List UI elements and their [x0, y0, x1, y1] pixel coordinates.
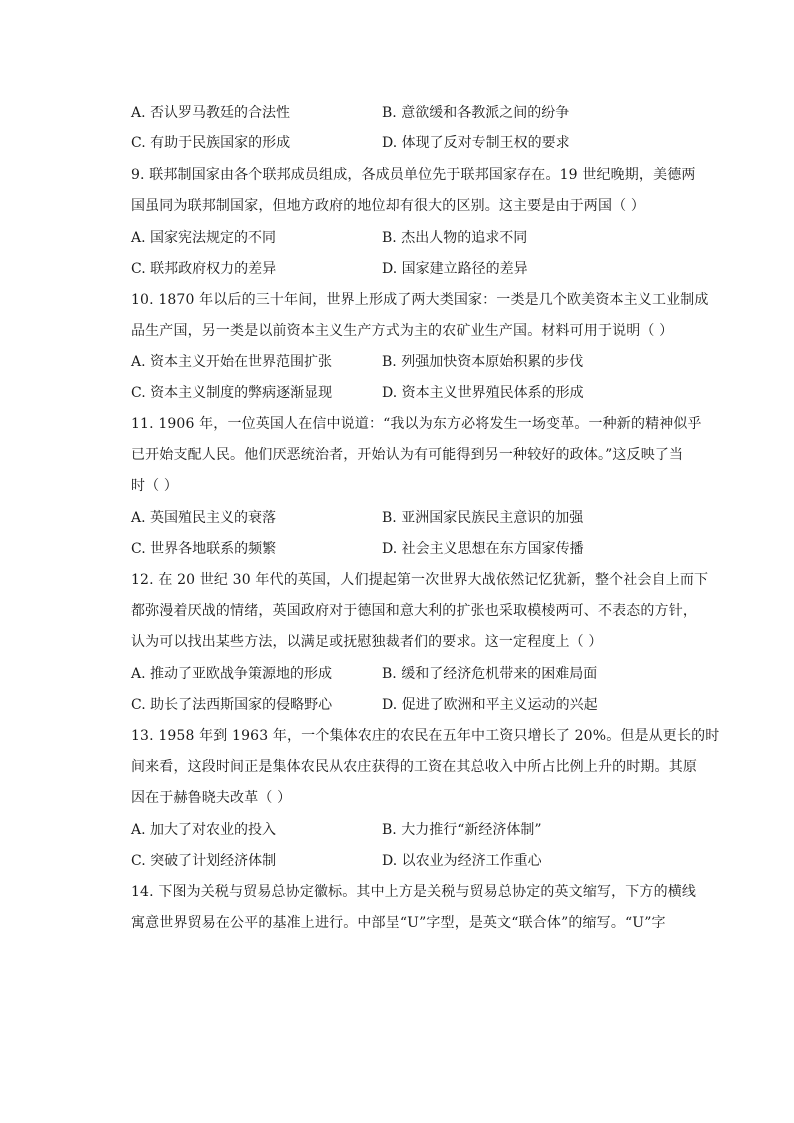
q10-option-d[interactable]: D. 资本主义世界殖民体系的形成: [382, 385, 584, 401]
q8-option-c[interactable]: C. 有助于民族国家的形成: [131, 135, 291, 151]
q10-option-c[interactable]: C. 资本主义制度的弊病逐渐显现: [131, 385, 333, 401]
q13-option-b[interactable]: B. 大力推行“新经济体制”: [382, 822, 542, 838]
q12-stem-line-3: 认为可以找出某些方法，以满足或抚慰独裁者们的要求。这一定程度上（ ）: [131, 634, 603, 650]
q10-option-a[interactable]: A. 资本主义开始在世界范围扩张: [131, 354, 333, 370]
q11-option-b[interactable]: B. 亚洲国家民族民主意识的加强: [382, 510, 584, 526]
q10-stem-line-2: 品生产国，另一类是以前资本主义生产方式为主的农矿业生产国。材料可用于说明（ ）: [131, 323, 674, 339]
q11-stem-line-1: 11. 1906 年，一位英国人在信中说道：“我以为东方必将发生一场变革。一种新的精神似乎: [131, 416, 702, 432]
q8-option-d[interactable]: D. 体现了反对专制王权的要求: [382, 135, 570, 151]
q12-option-b[interactable]: B. 缓和了经济危机带来的困难局面: [382, 666, 598, 682]
q10-option-b[interactable]: B. 列强加快资本原始积累的步伐: [382, 354, 584, 370]
q12-stem-line-1: 12. 在 20 世纪 30 年代的英国，人们提起第一次世界大战依然记忆犹新，整个社会自上而下: [131, 572, 709, 588]
q11-option-c[interactable]: C. 世界各地联系的频繁: [131, 541, 277, 557]
q13-stem-line-1: 13. 1958 年到 1963 年，一个集体农庄的农民在五年中工资只增长了 20%。但是从更长的时: [131, 728, 720, 744]
q8-option-b[interactable]: B. 意欲缓和各教派之间的纷争: [382, 105, 570, 121]
q14-stem-line-2: 寓意世界贸易在公平的基准上进行。中部呈“U”字型，是英文“联合体”的缩写。“U”字: [131, 915, 666, 931]
q9-option-b[interactable]: B. 杰出人物的追求不同: [382, 230, 528, 246]
q11-option-a[interactable]: A. 英国殖民主义的衰落: [131, 510, 277, 526]
q13-option-c[interactable]: C. 突破了计划经济体制: [131, 853, 277, 869]
q9-stem-line-2: 国虽同为联邦制国家，但地方政府的地位却有很大的区别。这主要是由于两国（ ）: [131, 198, 645, 214]
q8-option-a[interactable]: A. 否认罗马教廷的合法性: [131, 105, 291, 121]
q12-option-c[interactable]: C. 助长了法西斯国家的侵略野心: [131, 697, 333, 713]
q9-option-d[interactable]: D. 国家建立路径的差异: [382, 261, 528, 277]
q9-stem-line-1: 9. 联邦制国家由各个联邦成员组成，各成员单位先于联邦国家存在。19 世纪晚期，美德两: [131, 167, 696, 183]
q11-option-d[interactable]: D. 社会主义思想在东方国家传播: [382, 541, 584, 557]
q11-stem-line-3: 时（ ）: [131, 478, 179, 494]
q11-stem-line-2: 已开始支配人民。他们厌恶统治者，开始认为有可能得到另一种较好的政体。”这反映了当: [131, 447, 684, 463]
q9-option-a[interactable]: A. 国家宪法规定的不同: [131, 230, 277, 246]
q12-stem-line-2: 都弥漫着厌战的情绪，英国政府对于德国和意大利的扩张也采取模棱两可、不表态的方针，: [131, 603, 697, 619]
q13-stem-line-3: 因在于赫鲁晓夫改革（ ）: [131, 790, 292, 806]
q10-stem-line-1: 10. 1870 年以后的三十年间，世界上形成了两大类国家：一类是几个欧美资本主义工业制成: [131, 292, 709, 308]
q13-option-d[interactable]: D. 以农业为经济工作重心: [382, 853, 542, 869]
q9-option-c[interactable]: C. 联邦政府权力的差异: [131, 261, 277, 277]
q13-stem-line-2: 间来看，这段时间正是集体农民从农庄获得的工资在其总收入中所占比例上升的时期。其原: [131, 759, 697, 775]
q12-option-d[interactable]: D. 促进了欧洲和平主义运动的兴起: [382, 697, 598, 713]
q12-option-a[interactable]: A. 推动了亚欧战争策源地的形成: [131, 666, 333, 682]
q14-stem-line-1: 14. 下图为关税与贸易总协定徽标。其中上方是关税与贸易总协定的英文缩写，下方的横线: [131, 884, 697, 900]
q13-option-a[interactable]: A. 加大了对农业的投入: [131, 822, 277, 838]
